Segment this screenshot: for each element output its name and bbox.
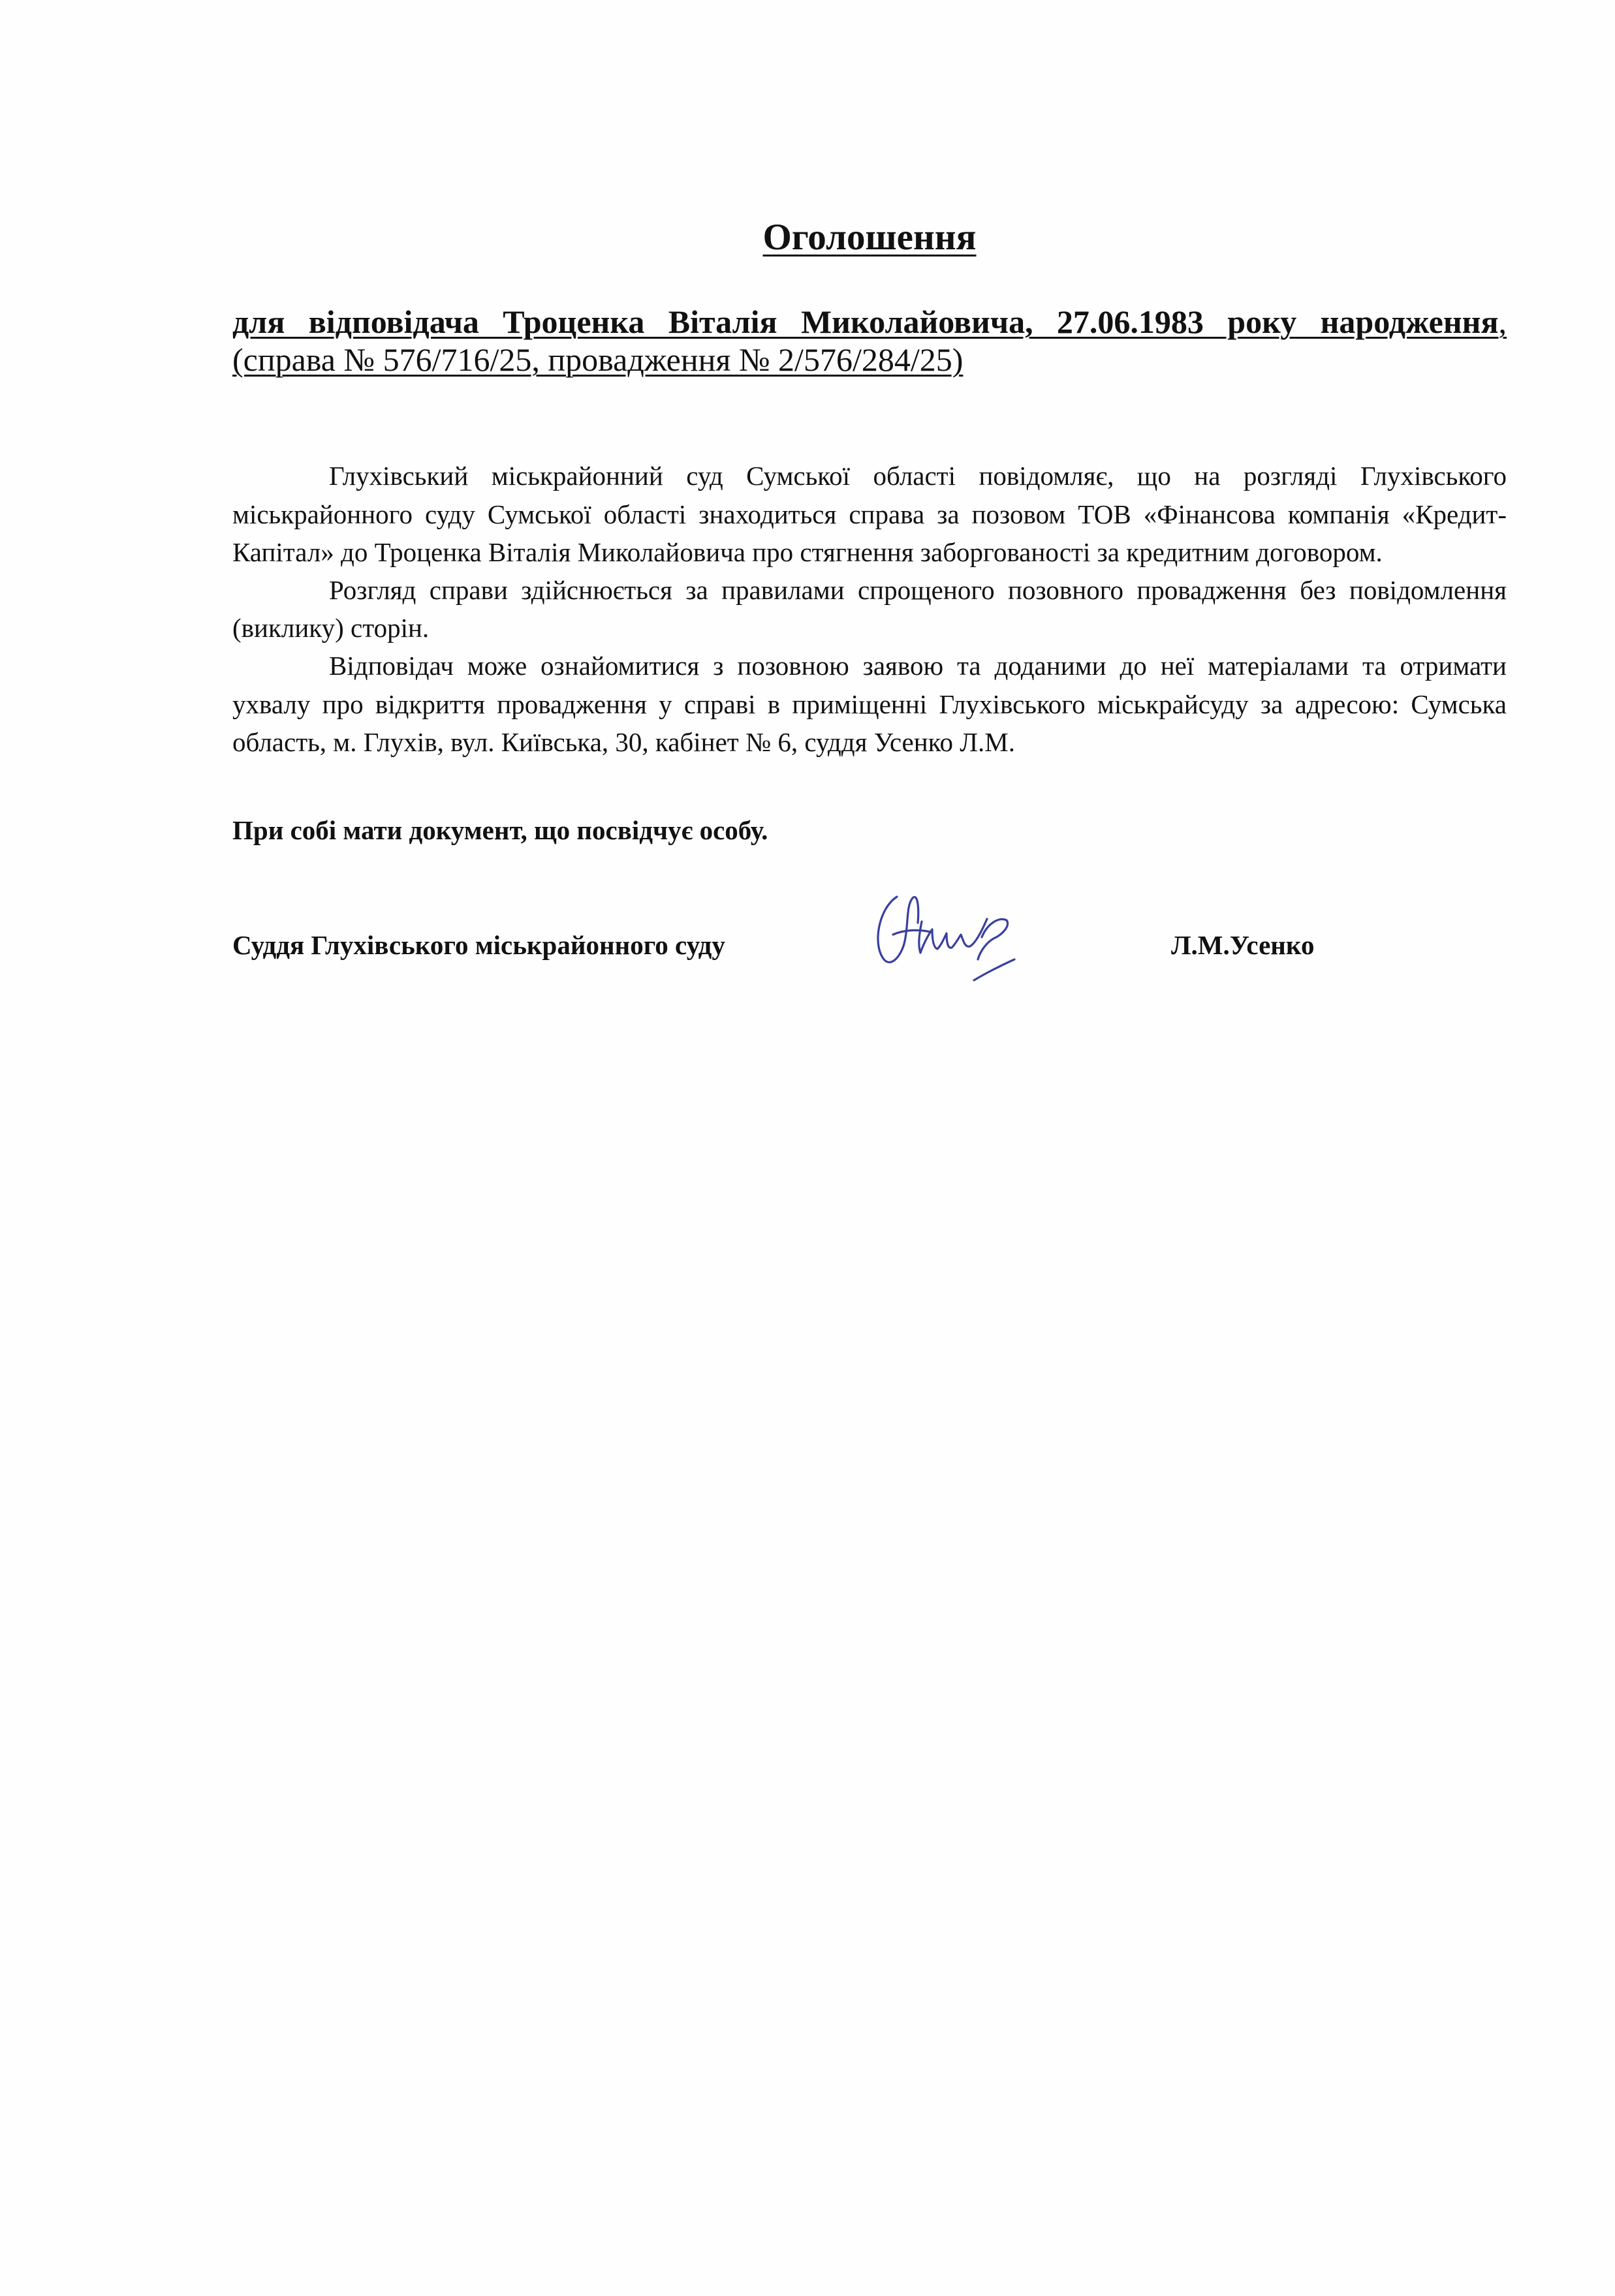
handwritten-signature-icon	[859, 882, 1055, 993]
document-content	[232, 215, 1507, 1004]
document-title: Оголошення	[762, 217, 977, 258]
paragraph-access-materials: Відповідач може ознайомитися з позовною заявою та доданими до неї матеріалами та отримати ухвалу про відкриття провадження у справі в приміщенні Глухівського міськрайсуду за адресою: Сумська область, м. Глухів, вул. Київська, 30, кабінет № 6, суддя Усенко Л.М.	[232, 651, 1507, 757]
document-body	[232, 457, 1507, 761]
id-document-notice: При собі мати документ, що посвідчує особу.	[232, 815, 768, 846]
paragraph-case-info: Глухівський міськрайонний суд Сумської області повідомляє, що на розгляді Глухівського міськрайонного суду Сумської області знаходиться справа за позовом ТОВ «Фінансова компанія «Кредит-Капітал» до Троценка Віталія Миколайовича про стягнення заборгованості за кредитним договором.	[232, 461, 1507, 567]
subtitle-defendant: для відповідача Троценка Віталія Миколайовича, 27.06.1983 року народження	[232, 303, 1499, 341]
document-subtitle	[232, 303, 1507, 379]
paragraph-procedure: Розгляд справи здійснюється за правилами спрощеного позовного провадження без повідомлення (виклику) сторін.	[232, 575, 1507, 644]
judge-title: Суддя Глухівського міськрайонного суду	[232, 930, 725, 961]
subtitle-case-numbers: , (справа № 576/716/25, провадження № 2/576/284/25)	[232, 303, 1507, 379]
judge-name: Л.М.Усенко	[1171, 930, 1315, 961]
signature-block	[232, 906, 1507, 1004]
